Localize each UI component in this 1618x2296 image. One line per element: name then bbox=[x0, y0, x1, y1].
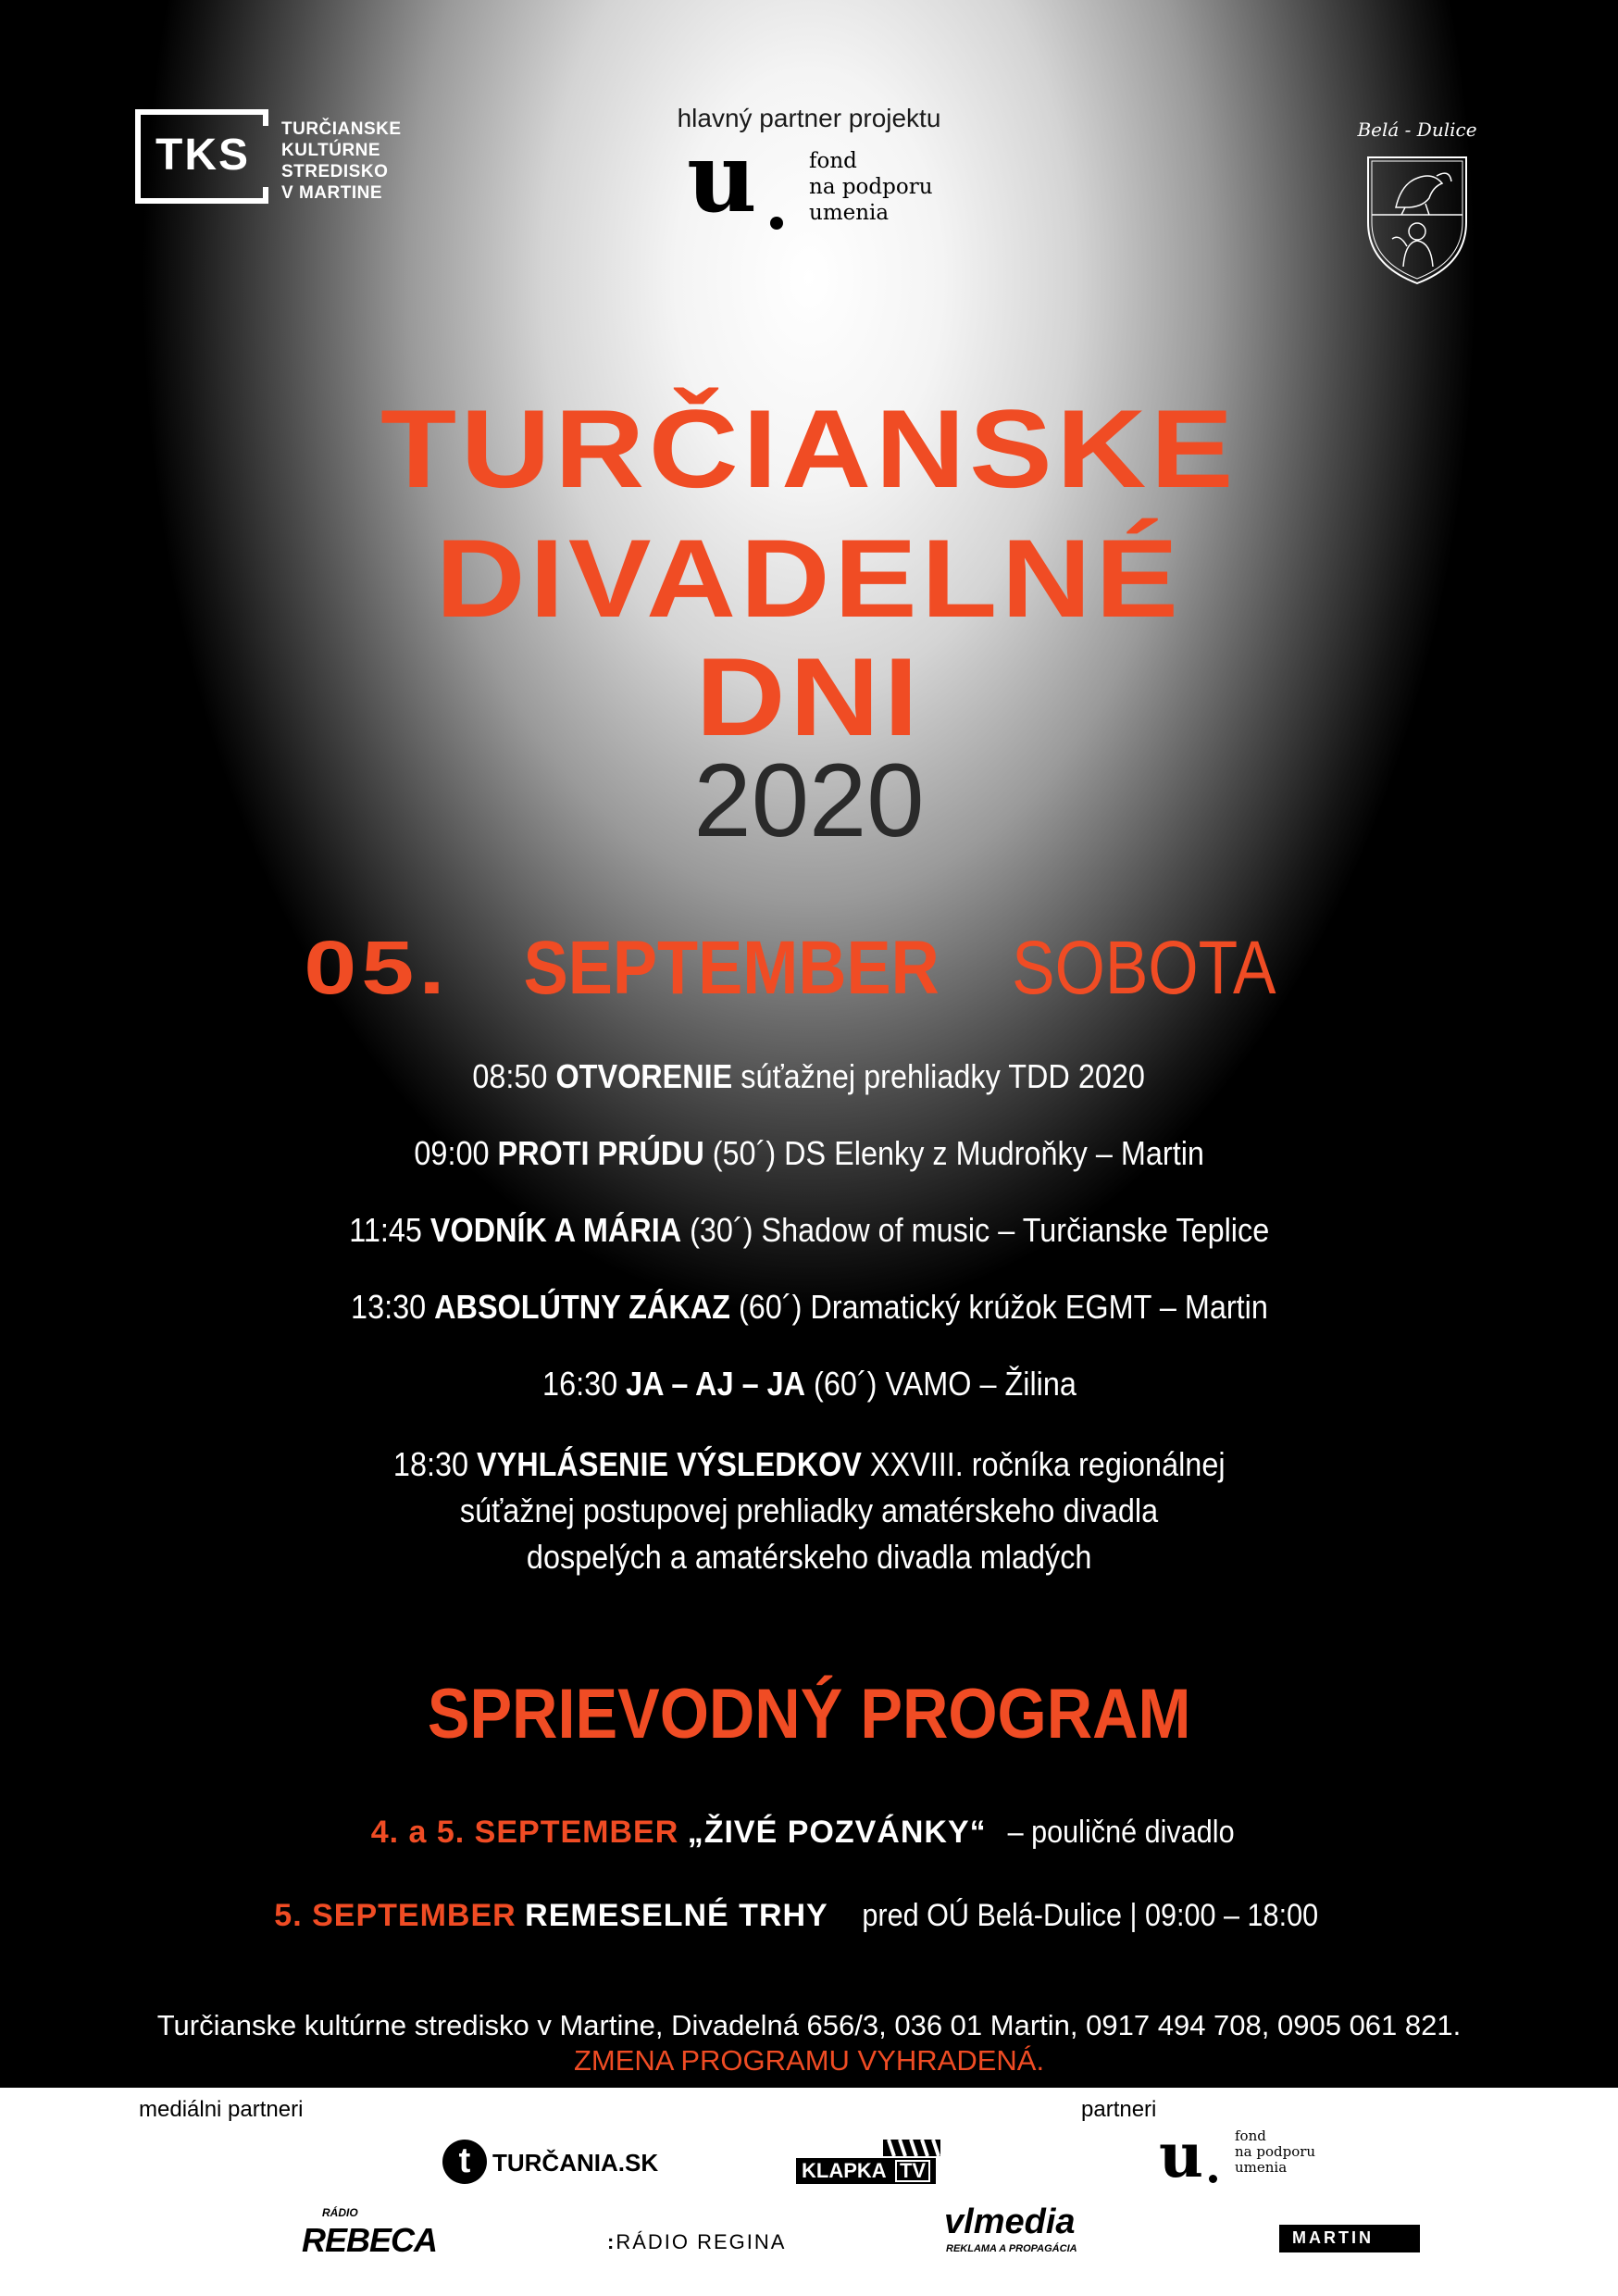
vlmedia-text: vlmedia bbox=[944, 2202, 1076, 2241]
program-time: 13:30 bbox=[350, 1288, 426, 1326]
fond-line-3: umenia bbox=[809, 201, 890, 225]
program-name: VODNÍK A MÁRIA bbox=[429, 1211, 681, 1249]
program-item bbox=[0, 1057, 1618, 1096]
program-detail-line-2: súťažnej postupovej prehliadky amatérskeho divadla bbox=[459, 1491, 1159, 1529]
regina-text: RÁDIO REGINA bbox=[616, 2230, 787, 2253]
title-line-3: DNI bbox=[695, 635, 923, 759]
tks-logo-frame-tick-bottom bbox=[263, 187, 268, 204]
side-program-name: REMESELNÉ TRHY bbox=[525, 1898, 828, 1933]
program-name: ABSOLÚTNY ZÁKAZ bbox=[433, 1288, 730, 1326]
radio-regina-logo bbox=[607, 2230, 786, 2254]
date-weekday: SOBOTA bbox=[1012, 926, 1276, 1010]
side-program-name: „ŽIVÉ POZVÁNKY“ bbox=[687, 1815, 987, 1850]
vlmedia-sub: REKLAMA A PROPAGÁCIA bbox=[946, 2243, 1077, 2254]
side-program-detail: pred OÚ Belá-Dulice | 09:00 – 18:00 bbox=[862, 1898, 1319, 1933]
klapka-text bbox=[796, 2158, 936, 2184]
bela-dulice-crest bbox=[1348, 119, 1487, 287]
program-time: 11:45 bbox=[349, 1211, 422, 1249]
program-item bbox=[0, 1441, 1618, 1580]
vlmedia-logo bbox=[944, 2202, 1101, 2267]
change-notice: ZMENA PROGRAMU VYHRADENÁ. bbox=[573, 2044, 1045, 2077]
partners-label: partneri bbox=[1081, 2097, 1157, 2122]
klapka-word: KLAPKA bbox=[802, 2159, 886, 2182]
rebeca-text: REBECA bbox=[302, 2221, 438, 2259]
program-time: 08:50 bbox=[472, 1057, 548, 1095]
fond-line-2: na podporu bbox=[809, 175, 933, 199]
martin-logo bbox=[1279, 2225, 1420, 2252]
fond-dot bbox=[770, 217, 783, 230]
turcania-mark: t bbox=[442, 2140, 487, 2184]
program-name: VYHLÁSENIE VÝSLEDKOV bbox=[476, 1445, 862, 1483]
program-detail-line-3: dospelých a amatérskeho divadla mladých bbox=[526, 1538, 1092, 1576]
side-program-date: 4. a 5. SEPTEMBER bbox=[370, 1815, 679, 1850]
tks-line-2: KULTÚRNE bbox=[281, 141, 381, 160]
program-time: 09:00 bbox=[414, 1134, 490, 1172]
title-line-2: DIVADELNÉ bbox=[435, 517, 1183, 641]
fond-footer-text bbox=[1235, 2128, 1315, 2176]
fond-footer-line-2: na podporu bbox=[1235, 2143, 1316, 2160]
program-detail: (50´) DS Elenky z Mudroňky – Martin bbox=[712, 1134, 1204, 1172]
date-day: 05. bbox=[304, 926, 450, 1010]
side-program-item bbox=[0, 1896, 1618, 1935]
klapka-tv-logo bbox=[796, 2138, 944, 2186]
program-detail: (30´) Shadow of music – Turčianske Teplice bbox=[689, 1211, 1269, 1249]
side-program-date: 5. SEPTEMBER bbox=[274, 1898, 517, 1933]
program-item bbox=[0, 1365, 1618, 1404]
tks-line-4: V MARTINE bbox=[281, 183, 382, 203]
tks-logo-letters: TKS bbox=[156, 131, 250, 180]
program-detail: (60´) Dramatický krúžok EGMT – Martin bbox=[738, 1288, 1268, 1326]
program-name: OTVORENIE bbox=[555, 1057, 733, 1095]
martin-text: MARTIN bbox=[1292, 2228, 1374, 2247]
rebeca-radio-small: RÁDIO bbox=[322, 2206, 358, 2219]
main-partner-label: hlavný partner projektu bbox=[677, 104, 941, 132]
fond-text bbox=[809, 148, 933, 226]
fond-footer-logo bbox=[1159, 2119, 1344, 2202]
program-name: PROTI PRÚDU bbox=[497, 1134, 704, 1172]
footer-partners bbox=[0, 2088, 1618, 2296]
title-year: 2020 bbox=[693, 742, 925, 858]
fond-u-mark: u bbox=[687, 120, 757, 234]
program-time: 16:30 bbox=[541, 1365, 617, 1403]
side-program-heading bbox=[0, 1674, 1618, 1754]
program-time: 18:30 bbox=[392, 1445, 468, 1483]
program-item bbox=[0, 1134, 1618, 1173]
program-detail: súťažnej prehliadky TDD 2020 bbox=[741, 1057, 1146, 1095]
date-heading bbox=[0, 922, 1618, 1015]
title-line-1: TURČIANSKE bbox=[380, 387, 1238, 511]
date-month: SEPTEMBER bbox=[523, 926, 940, 1010]
regina-colon-icon: : bbox=[607, 2230, 616, 2253]
contact-info: Turčianske kultúrne stredisko v Martine, Divadelná 656/3, 036 01 Martin, 0917 494 708, 0905 061 821. bbox=[156, 2009, 1462, 2041]
crest-title: Belá - Dulice bbox=[1357, 119, 1477, 141]
fond-footer-u: u bbox=[1159, 2119, 1203, 2191]
program-detail: XXVIII. ročníka regionálnej bbox=[869, 1445, 1226, 1483]
fond-footer-line-1: fond bbox=[1235, 2128, 1266, 2144]
clapperboard-icon bbox=[796, 2138, 944, 2158]
fond-line-1: fond bbox=[809, 149, 857, 173]
fond-footer-dot bbox=[1209, 2175, 1217, 2183]
program-name: JA – AJ – JA bbox=[625, 1365, 805, 1403]
media-partners-label: mediálni partneri bbox=[139, 2097, 304, 2122]
klapka-tv-badge: TV bbox=[895, 2160, 930, 2182]
radio-rebeca-logo bbox=[302, 2206, 441, 2271]
side-program-detail: – pouličné divadlo bbox=[1007, 1815, 1235, 1850]
fond-na-podporu-umenia-logo bbox=[687, 120, 983, 241]
program-detail: (60´) VAMO – Žilina bbox=[813, 1365, 1077, 1403]
turcania-text: TURČANIA.SK bbox=[492, 2149, 659, 2177]
tks-line-3: STREDISKO bbox=[281, 162, 389, 181]
crest-shield-icon bbox=[1348, 119, 1487, 287]
program-item bbox=[0, 1211, 1618, 1250]
side-program-item bbox=[0, 1813, 1618, 1852]
fond-footer-line-3: umenia bbox=[1235, 2159, 1288, 2176]
side-program-heading-text: SPRIEVODNÝ PROGRAM bbox=[427, 1675, 1191, 1753]
program-item bbox=[0, 1288, 1618, 1327]
tks-line-1: TURČIANSKE bbox=[281, 119, 402, 139]
